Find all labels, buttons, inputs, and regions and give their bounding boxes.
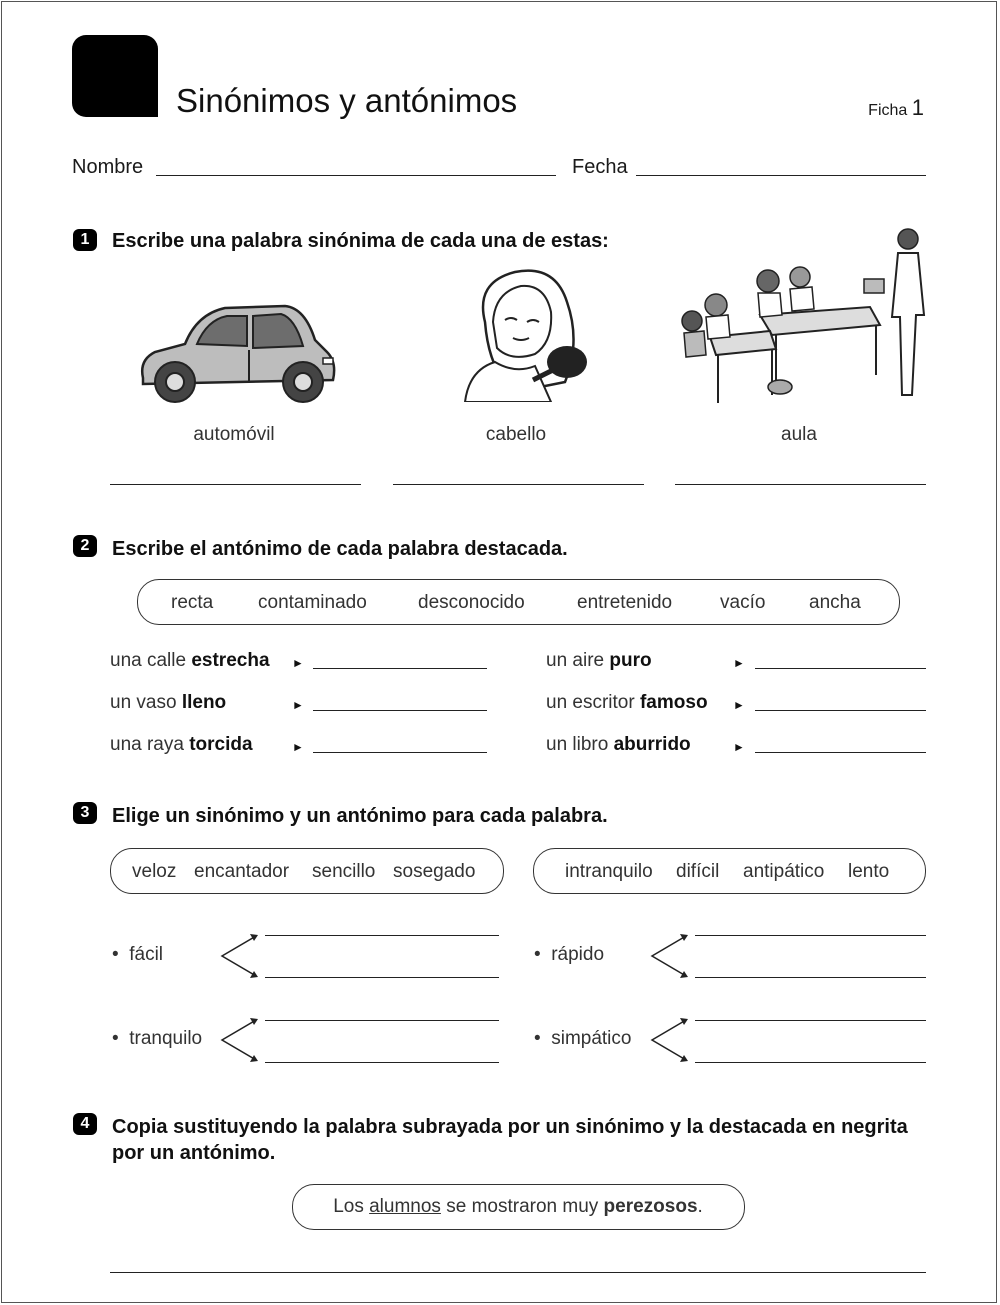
sentence-middle: se mostraron muy: [446, 1196, 599, 1217]
bank-word: sosegado: [393, 861, 476, 882]
answer-line-sentence[interactable]: [110, 1272, 926, 1273]
name-label: Nombre: [72, 156, 144, 178]
bank-word: lento: [848, 861, 890, 882]
date-line[interactable]: [636, 175, 926, 176]
sentence-bold-word: perezosos: [603, 1196, 698, 1217]
arrow-icon: ►: [292, 740, 304, 754]
bank-word: sencillo: [312, 861, 376, 882]
phrase-prefix: un aire: [546, 650, 605, 671]
exercise-2-instruction: Escribe el antónimo de cada palabra destacada.: [112, 538, 568, 560]
item-facil: [112, 944, 163, 966]
word-automovil: automóvil: [193, 424, 275, 445]
exercise-1-number: 1: [73, 229, 97, 251]
answer-line-tranquilo-synonym[interactable]: [265, 1020, 499, 1021]
phrase-prefix: un vaso: [110, 692, 177, 713]
bullet-icon: •: [534, 1028, 541, 1049]
exercise-4-instruction-line-1: Copia sustituyendo la palabra subrayada por un sinónimo y la destacada en negrita: [112, 1116, 908, 1138]
bank-word: entretenido: [577, 592, 673, 613]
bank-word: recta: [171, 592, 214, 613]
item-word: fácil: [129, 944, 164, 965]
item-word: simpático: [551, 1028, 632, 1049]
word-cabello: cabello: [485, 424, 547, 445]
answer-line-simpatico-antonym[interactable]: [695, 1062, 926, 1063]
exercise-3-number: 3: [73, 802, 97, 824]
phrase-torcida: [110, 734, 253, 756]
answer-line-cabello[interactable]: [393, 484, 644, 485]
answer-line-estrecha[interactable]: [313, 668, 487, 669]
sentence-end: .: [697, 1196, 703, 1217]
phrase-bold-word: famoso: [639, 692, 708, 713]
arrow-icon: ►: [733, 740, 745, 754]
name-line[interactable]: [156, 175, 556, 176]
arrow-icon: ►: [292, 656, 304, 670]
answer-line-lleno[interactable]: [313, 710, 487, 711]
phrase-puro: [546, 650, 652, 672]
item-simpatico: [534, 1028, 631, 1050]
exercise-3-instruction: Elige un sinónimo y un antónimo para cada palabra.: [112, 805, 608, 827]
bank-word: vacío: [720, 592, 766, 613]
phrase-prefix: una calle: [110, 650, 187, 671]
arrow-icon: ►: [733, 656, 745, 670]
answer-line-facil-synonym[interactable]: [265, 935, 499, 936]
phrase-bold-word: aburrido: [613, 734, 691, 755]
branch-arrow-icon: [648, 932, 692, 980]
girl-brushing-hair-illustration: [455, 262, 595, 402]
bank-word: desconocido: [418, 592, 525, 613]
bank-word: veloz: [132, 861, 177, 882]
answer-line-rapido-synonym[interactable]: [695, 935, 926, 936]
arrow-icon: ►: [292, 698, 304, 712]
sentence-underlined-word: alumnos: [369, 1196, 441, 1217]
exercise-2-number: 2: [73, 535, 97, 557]
phrase-bold-word: lleno: [181, 692, 227, 713]
item-rapido: [534, 944, 604, 966]
bank-word: encantador: [194, 861, 290, 882]
branch-arrow-icon: [648, 1016, 692, 1064]
phrase-prefix: una raya: [110, 734, 184, 755]
classroom-illustration: [680, 225, 930, 405]
item-tranquilo: [112, 1028, 202, 1050]
phrase-bold-word: estrecha: [191, 650, 270, 671]
answer-line-puro[interactable]: [755, 668, 926, 669]
answer-line-torcida[interactable]: [313, 752, 487, 753]
arrow-icon: ►: [733, 698, 745, 712]
phrase-prefix: un libro: [546, 734, 609, 755]
answer-line-rapido-antonym[interactable]: [695, 977, 926, 978]
page-title: Sinónimos y antónimos: [176, 82, 518, 119]
phrase-bold-word: puro: [609, 650, 652, 671]
exercise-4-number: 4: [73, 1113, 97, 1135]
bullet-icon: •: [534, 944, 541, 965]
bullet-icon: •: [112, 944, 119, 965]
branch-arrow-icon: [218, 932, 262, 980]
phrase-aburrido: [546, 734, 691, 756]
answer-line-aburrido[interactable]: [755, 752, 926, 753]
answer-line-tranquilo-antonym[interactable]: [265, 1062, 499, 1063]
answer-line-automovil[interactable]: [110, 484, 361, 485]
item-word: tranquilo: [129, 1028, 203, 1049]
ficha-text: Ficha: [868, 102, 908, 119]
exercise-1-instruction: Escribe una palabra sinónima de cada una de estas:: [112, 230, 609, 252]
phrase-bold-word: torcida: [189, 734, 253, 755]
ficha-number: 1: [911, 95, 924, 120]
bullet-icon: •: [112, 1028, 119, 1049]
phrase-estrecha: [110, 650, 270, 672]
answer-line-aula[interactable]: [675, 484, 926, 485]
date-label: Fecha: [572, 156, 628, 178]
answer-line-simpatico-synonym[interactable]: [695, 1020, 926, 1021]
answer-line-famoso[interactable]: [755, 710, 926, 711]
phrase-lleno: [110, 692, 226, 714]
bank-word: difícil: [676, 861, 720, 882]
bank-word: contaminado: [258, 592, 367, 613]
exercise-4-instruction-line-2: por un antónimo.: [112, 1142, 276, 1164]
bank-word: ancha: [809, 592, 861, 613]
bank-word: antipático: [743, 861, 825, 882]
bank-word: intranquilo: [565, 861, 653, 882]
sentence-start: Los: [333, 1196, 364, 1217]
item-word: rápido: [551, 944, 605, 965]
answer-line-facil-antonym[interactable]: [265, 977, 499, 978]
header-black-tab: [72, 35, 158, 117]
branch-arrow-icon: [218, 1016, 262, 1064]
sentence-text: [292, 1185, 744, 1229]
phrase-famoso: [546, 692, 708, 714]
word-aula: aula: [781, 424, 817, 445]
car-illustration: [135, 300, 340, 408]
ficha-label: [868, 95, 924, 121]
phrase-prefix: un escritor: [546, 692, 635, 713]
